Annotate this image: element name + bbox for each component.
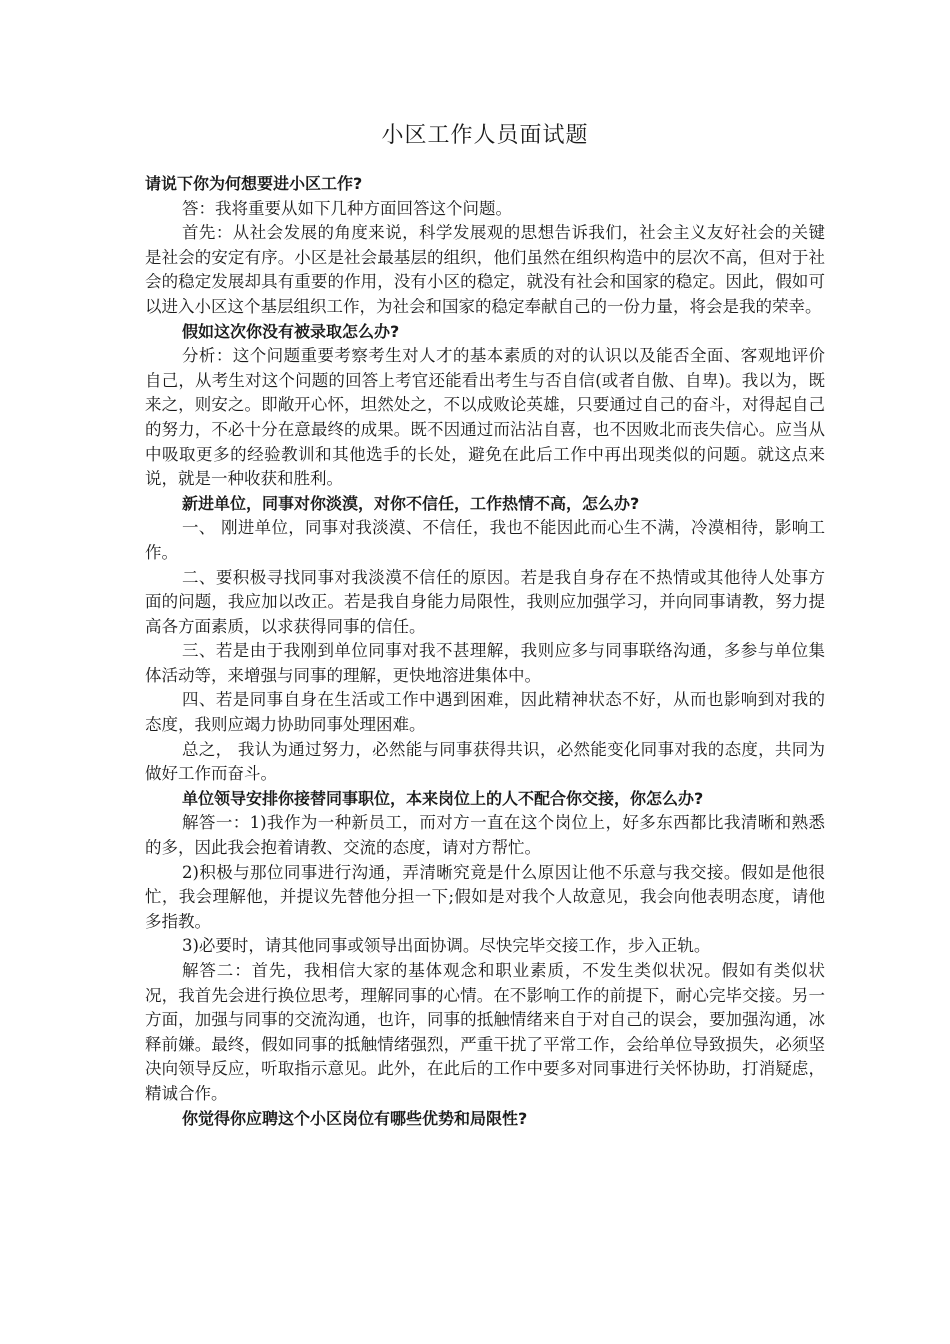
paragraph: 二、要积极寻找同事对我淡漠不信任的原因。若是我自身存在不热情或其他待人处事方面的问题，我应加以改正。若是我自身能力局限性，我则应加强学习，并向同事请教，努力提高各方面素质，以求获得同事的信任。 bbox=[145, 567, 825, 636]
paragraph: 3)必要时，请其他同事或领导出面协调。尽快完毕交接工作，步入正轨。 bbox=[182, 936, 711, 956]
document-title: 小区工作人员面试题 bbox=[381, 123, 589, 148]
paragraph: 分析：这个问题重要考察考生对人才的基本素质的对的认识以及能否全面、客观地评价自己，从考生对这个问题的回答上考官还能看出考生与否自信(或者自傲、自卑)。我以为，既来之，则安之。即敞开心怀，坦然处之，不以成败论英雄，只要通过自己的奋斗，对得起自己的努力，不必十分在意最终的成果。既不因通过而沾沾自喜，也不因败北而丧失信心。应当从中吸取更多的经验教训和其他选手的长处，避免在此后工作中再出现类似的问题。就这点来说，就是一种收获和胜利。 bbox=[145, 346, 825, 489]
paragraph: 三、若是由于我刚到单位同事对我不甚理解，我则应多与同事联络沟通，多参与单位集体活动等，来增强与同事的理解，更快地溶进集体中。 bbox=[145, 641, 825, 685]
paragraph: 首先：从社会发展的角度来说，科学发展观的思想告诉我们，社会主义友好社会的关键是社会的安定有序。小区是社会最基层的组织，他们虽然在组织构造中的层次不高，但对于社会的稳定发展却具有重要的作用，没有小区的稳定，就没有社会和国家的稳定。因此，假如可以进入小区这个基层组织工作，为社会和国家的稳定奉献自己的一份力量，将会是我的荣幸。 bbox=[145, 223, 825, 316]
paragraph: 四、若是同事自身在生活或工作中遇到困难，因此精神状态不好，从而也影响到对我的态度，我则应竭力协助同事处理困难。 bbox=[145, 690, 825, 735]
question-heading: 假如这次你没有被录取怎么办? bbox=[182, 321, 400, 341]
paragraph: 2)积极与那位同事进行沟通，弄清晰究竟是什么原因让他不乐意与我交接。假如是他很忙，我会理解他，并提议先替他分担一下;假如是对我个人故意见，我会向他表明态度，请他多指教。 bbox=[145, 862, 825, 931]
question-heading: 请说下你为何想要进小区工作? bbox=[145, 174, 363, 193]
paragraph: 答：我将重要从如下几种方面回答这个问题。 bbox=[182, 198, 512, 218]
question-heading: 新进单位，同事对你淡漠，对你不信任，工作热情不高，怎么办? bbox=[182, 493, 640, 513]
paragraph: 解答二：首先，我相信大家的基体观念和职业素质，不发生类似状况。假如有类似状况，我首先会进行换位思考，理解同事的心情。在不影响工作的前提下，耐心完毕交接。另一方面，加强与同事的交流沟通，也许，同事的抵触情绪来自于对自己的误会，要加强沟通，冰释前嫌。最终，假如同事的抵触情绪强烈，严重干扰了平常工作，会给单位导致损失，必须坚决向领导反应，听取指示意见。此外，在此后的工作中要多对同事进行关怀协助，打消疑虑，精诚合作。 bbox=[145, 961, 825, 1103]
paragraph: 一、 刚进单位，同事对我淡漠、不信任，我也不能因此而心生不满，冷漠相待，影响工作。 bbox=[145, 518, 825, 562]
question-heading: 单位领导安排你接替同事职位，本来岗位上的人不配合你交接，你怎么办? bbox=[182, 788, 704, 808]
question-heading: 你觉得你应聘这个小区岗位有哪些优势和局限性? bbox=[182, 1108, 528, 1128]
document-page bbox=[145, 118, 825, 1131]
paragraph: 总之， 我认为通过努力，必然能与同事获得共识，必然能变化同事对我的态度，共同为做好工作而奋斗。 bbox=[145, 739, 825, 784]
paragraph: 解答一：1)我作为一种新员工，而对方一直在这个岗位上，好多东西都比我清晰和熟悉的多，因此我会抱着请教、交流的态度，请对方帮忙。 bbox=[145, 813, 825, 858]
